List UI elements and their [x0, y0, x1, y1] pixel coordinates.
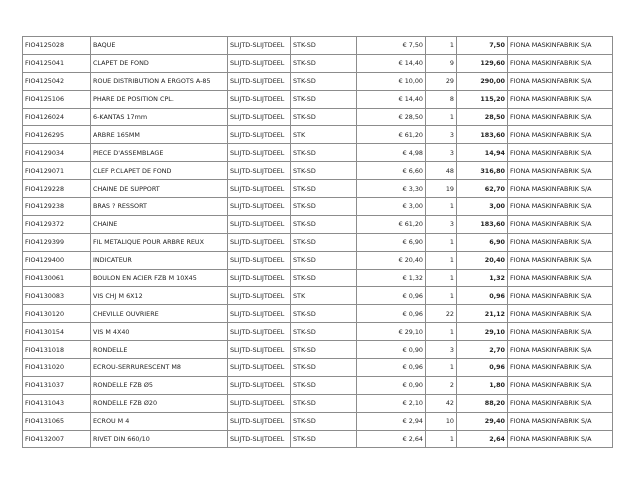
description-cell: 6-KANTAS 17mm: [91, 108, 228, 126]
description-cell: ARBRE 165MM: [91, 126, 228, 144]
supplier-cell: FIONA MASKINFABRIK S/A: [508, 126, 613, 144]
supplier-cell: FIONA MASKINFABRIK S/A: [508, 144, 613, 162]
line-total-cell: 20,40: [457, 251, 508, 269]
quantity-cell: 3: [426, 126, 457, 144]
quantity-cell: 1: [426, 359, 457, 377]
category-cell: SLIJTD-SLIJTDEEL: [228, 54, 291, 72]
item-code-cell: FIO4130083: [23, 287, 91, 305]
unit-cell: STK-SD: [291, 72, 357, 90]
item-code-cell: FIO4131018: [23, 341, 91, 359]
unit-cell: STK: [291, 287, 357, 305]
description-cell: RIVET DIN 660/10: [91, 430, 228, 448]
table-body: [23, 37, 613, 448]
item-code-cell: FIO4125028: [23, 37, 91, 55]
item-code-cell: FIO4130061: [23, 269, 91, 287]
category-cell: SLIJTD-SLIJTDEEL: [228, 287, 291, 305]
supplier-cell: FIONA MASKINFABRIK S/A: [508, 394, 613, 412]
table-row: [23, 126, 613, 144]
unit-price-cell: € 10,00: [357, 72, 426, 90]
item-code-cell: FIO4130120: [23, 305, 91, 323]
table-row: [23, 233, 613, 251]
item-code-cell: FIO4125041: [23, 54, 91, 72]
item-code-cell: FIO4129228: [23, 180, 91, 198]
unit-price-cell: € 0,90: [357, 376, 426, 394]
item-code-cell: FIO4129034: [23, 144, 91, 162]
supplier-cell: FIONA MASKINFABRIK S/A: [508, 251, 613, 269]
category-cell: SLIJTD-SLIJTDEEL: [228, 90, 291, 108]
item-code-cell: FIO4131065: [23, 412, 91, 430]
line-total-cell: 29,40: [457, 412, 508, 430]
supplier-cell: FIONA MASKINFABRIK S/A: [508, 323, 613, 341]
quantity-cell: 1: [426, 251, 457, 269]
description-cell: RONDELLE: [91, 341, 228, 359]
quantity-cell: 3: [426, 215, 457, 233]
table-row: [23, 54, 613, 72]
unit-cell: STK-SD: [291, 269, 357, 287]
description-cell: PIECE D'ASSEMBLAGE: [91, 144, 228, 162]
unit-price-cell: € 7,50: [357, 37, 426, 55]
supplier-cell: FIONA MASKINFABRIK S/A: [508, 287, 613, 305]
item-code-cell: FIO4131037: [23, 376, 91, 394]
table-row: [23, 394, 613, 412]
table-row: [23, 269, 613, 287]
unit-price-cell: € 6,60: [357, 162, 426, 180]
item-code-cell: FIO4129400: [23, 251, 91, 269]
unit-price-cell: € 0,90: [357, 341, 426, 359]
line-total-cell: 115,20: [457, 90, 508, 108]
unit-price-cell: € 28,50: [357, 108, 426, 126]
line-total-cell: 316,80: [457, 162, 508, 180]
unit-cell: STK-SD: [291, 359, 357, 377]
category-cell: SLIJTD-SLIJTDEEL: [228, 412, 291, 430]
supplier-cell: FIONA MASKINFABRIK S/A: [508, 359, 613, 377]
description-cell: RONDELLE FZB Ø5: [91, 376, 228, 394]
unit-price-cell: € 0,96: [357, 305, 426, 323]
supplier-cell: FIONA MASKINFABRIK S/A: [508, 162, 613, 180]
table-row: [23, 287, 613, 305]
item-code-cell: FIO4129399: [23, 233, 91, 251]
table-row: [23, 72, 613, 90]
category-cell: SLIJTD-SLIJTDEEL: [228, 144, 291, 162]
category-cell: SLIJTD-SLIJTDEEL: [228, 430, 291, 448]
description-cell: RONDELLE FZB Ø20: [91, 394, 228, 412]
unit-cell: STK-SD: [291, 54, 357, 72]
line-total-cell: 183,60: [457, 215, 508, 233]
item-code-cell: FIO4126295: [23, 126, 91, 144]
category-cell: SLIJTD-SLIJTDEEL: [228, 233, 291, 251]
category-cell: SLIJTD-SLIJTDEEL: [228, 162, 291, 180]
unit-price-cell: € 14,40: [357, 54, 426, 72]
quantity-cell: 3: [426, 341, 457, 359]
description-cell: BOULON EN ACIER FZB M 10X45: [91, 269, 228, 287]
unit-cell: STK-SD: [291, 430, 357, 448]
category-cell: SLIJTD-SLIJTDEEL: [228, 376, 291, 394]
unit-price-cell: € 2,64: [357, 430, 426, 448]
description-cell: ECROU M 4: [91, 412, 228, 430]
item-code-cell: FIO4129238: [23, 198, 91, 216]
unit-cell: STK-SD: [291, 341, 357, 359]
unit-price-cell: € 1,32: [357, 269, 426, 287]
inventory-table: [22, 36, 613, 448]
category-cell: SLIJTD-SLIJTDEEL: [228, 359, 291, 377]
item-code-cell: FIO4132007: [23, 430, 91, 448]
line-total-cell: 1,32: [457, 269, 508, 287]
table-row: [23, 376, 613, 394]
category-cell: SLIJTD-SLIJTDEEL: [228, 180, 291, 198]
unit-price-cell: € 2,10: [357, 394, 426, 412]
unit-price-cell: € 29,10: [357, 323, 426, 341]
table-row: [23, 359, 613, 377]
item-code-cell: FIO4131020: [23, 359, 91, 377]
description-cell: BRAS ? RESSORT: [91, 198, 228, 216]
supplier-cell: FIONA MASKINFABRIK S/A: [508, 72, 613, 90]
description-cell: PHARE DE POSITION CPL.: [91, 90, 228, 108]
category-cell: SLIJTD-SLIJTDEEL: [228, 108, 291, 126]
quantity-cell: 22: [426, 305, 457, 323]
unit-cell: STK-SD: [291, 90, 357, 108]
line-total-cell: 2,70: [457, 341, 508, 359]
unit-cell: STK-SD: [291, 251, 357, 269]
table-row: [23, 251, 613, 269]
quantity-cell: 42: [426, 394, 457, 412]
line-total-cell: 290,00: [457, 72, 508, 90]
table-row: [23, 305, 613, 323]
unit-price-cell: € 6,90: [357, 233, 426, 251]
category-cell: SLIJTD-SLIJTDEEL: [228, 37, 291, 55]
table-row: [23, 430, 613, 448]
category-cell: SLIJTD-SLIJTDEEL: [228, 72, 291, 90]
table-row: [23, 37, 613, 55]
line-total-cell: 28,50: [457, 108, 508, 126]
unit-price-cell: € 4,98: [357, 144, 426, 162]
unit-cell: STK-SD: [291, 37, 357, 55]
unit-price-cell: € 2,94: [357, 412, 426, 430]
unit-price-cell: € 14,40: [357, 90, 426, 108]
description-cell: FIL METALIQUE POUR ARBRE REUX: [91, 233, 228, 251]
category-cell: SLIJTD-SLIJTDEEL: [228, 251, 291, 269]
quantity-cell: 1: [426, 287, 457, 305]
category-cell: SLIJTD-SLIJTDEEL: [228, 198, 291, 216]
table-row: [23, 198, 613, 216]
unit-cell: STK-SD: [291, 144, 357, 162]
supplier-cell: FIONA MASKINFABRIK S/A: [508, 108, 613, 126]
category-cell: SLIJTD-SLIJTDEEL: [228, 341, 291, 359]
unit-cell: STK: [291, 126, 357, 144]
table-row: [23, 162, 613, 180]
quantity-cell: 3: [426, 144, 457, 162]
supplier-cell: FIONA MASKINFABRIK S/A: [508, 180, 613, 198]
unit-price-cell: € 0,96: [357, 359, 426, 377]
line-total-cell: 88,20: [457, 394, 508, 412]
category-cell: SLIJTD-SLIJTDEEL: [228, 394, 291, 412]
description-cell: INDICATEUR: [91, 251, 228, 269]
unit-price-cell: € 3,30: [357, 180, 426, 198]
item-code-cell: FIO4129372: [23, 215, 91, 233]
description-cell: ECROU-SERRURESCENT M8: [91, 359, 228, 377]
line-total-cell: 2,64: [457, 430, 508, 448]
line-total-cell: 129,60: [457, 54, 508, 72]
unit-cell: STK-SD: [291, 323, 357, 341]
unit-cell: STK-SD: [291, 305, 357, 323]
item-code-cell: FIO4131043: [23, 394, 91, 412]
line-total-cell: 14,94: [457, 144, 508, 162]
table-row: [23, 412, 613, 430]
supplier-cell: FIONA MASKINFABRIK S/A: [508, 37, 613, 55]
supplier-cell: FIONA MASKINFABRIK S/A: [508, 376, 613, 394]
category-cell: SLIJTD-SLIJTDEEL: [228, 323, 291, 341]
unit-cell: STK-SD: [291, 198, 357, 216]
quantity-cell: 9: [426, 54, 457, 72]
unit-price-cell: € 3,00: [357, 198, 426, 216]
category-cell: SLIJTD-SLIJTDEEL: [228, 215, 291, 233]
supplier-cell: FIONA MASKINFABRIK S/A: [508, 269, 613, 287]
quantity-cell: 1: [426, 198, 457, 216]
line-total-cell: 62,70: [457, 180, 508, 198]
supplier-cell: FIONA MASKINFABRIK S/A: [508, 305, 613, 323]
quantity-cell: 1: [426, 233, 457, 251]
supplier-cell: FIONA MASKINFABRIK S/A: [508, 412, 613, 430]
quantity-cell: 48: [426, 162, 457, 180]
line-total-cell: 0,96: [457, 287, 508, 305]
unit-cell: STK-SD: [291, 412, 357, 430]
description-cell: CHAINE: [91, 215, 228, 233]
supplier-cell: FIONA MASKINFABRIK S/A: [508, 198, 613, 216]
table-row: [23, 108, 613, 126]
category-cell: SLIJTD-SLIJTDEEL: [228, 126, 291, 144]
table-row: [23, 90, 613, 108]
item-code-cell: FIO4125042: [23, 72, 91, 90]
quantity-cell: 1: [426, 37, 457, 55]
quantity-cell: 1: [426, 269, 457, 287]
description-cell: CLEF P.CLAPET DE FOND: [91, 162, 228, 180]
quantity-cell: 10: [426, 412, 457, 430]
unit-cell: STK-SD: [291, 108, 357, 126]
quantity-cell: 19: [426, 180, 457, 198]
table-row: [23, 341, 613, 359]
quantity-cell: 8: [426, 90, 457, 108]
unit-price-cell: € 20,40: [357, 251, 426, 269]
unit-cell: STK-SD: [291, 180, 357, 198]
table-row: [23, 144, 613, 162]
quantity-cell: 2: [426, 376, 457, 394]
line-total-cell: 29,10: [457, 323, 508, 341]
unit-cell: STK-SD: [291, 233, 357, 251]
line-total-cell: 183,60: [457, 126, 508, 144]
description-cell: CHAINE DE SUPPORT: [91, 180, 228, 198]
item-code-cell: FIO4125106: [23, 90, 91, 108]
line-total-cell: 3,00: [457, 198, 508, 216]
quantity-cell: 29: [426, 72, 457, 90]
quantity-cell: 1: [426, 430, 457, 448]
category-cell: SLIJTD-SLIJTDEEL: [228, 269, 291, 287]
item-code-cell: FIO4129071: [23, 162, 91, 180]
description-cell: CLAPET DE FOND: [91, 54, 228, 72]
quantity-cell: 1: [426, 323, 457, 341]
unit-price-cell: € 0,96: [357, 287, 426, 305]
supplier-cell: FIONA MASKINFABRIK S/A: [508, 341, 613, 359]
unit-cell: STK-SD: [291, 376, 357, 394]
item-code-cell: FIO4130154: [23, 323, 91, 341]
table-row: [23, 323, 613, 341]
supplier-cell: FIONA MASKINFABRIK S/A: [508, 90, 613, 108]
table-row: [23, 215, 613, 233]
table-row: [23, 180, 613, 198]
supplier-cell: FIONA MASKINFABRIK S/A: [508, 430, 613, 448]
supplier-cell: FIONA MASKINFABRIK S/A: [508, 54, 613, 72]
unit-price-cell: € 61,20: [357, 126, 426, 144]
description-cell: VIS M 4X40: [91, 323, 228, 341]
description-cell: BAQUE: [91, 37, 228, 55]
supplier-cell: FIONA MASKINFABRIK S/A: [508, 233, 613, 251]
line-total-cell: 0,96: [457, 359, 508, 377]
description-cell: CHEVILLE OUVRIERE: [91, 305, 228, 323]
supplier-cell: FIONA MASKINFABRIK S/A: [508, 215, 613, 233]
item-code-cell: FIO4126024: [23, 108, 91, 126]
description-cell: VIS CHJ M 6X12: [91, 287, 228, 305]
unit-cell: STK-SD: [291, 394, 357, 412]
category-cell: SLIJTD-SLIJTDEEL: [228, 305, 291, 323]
description-cell: ROUE DISTRIBUTION A ERGOTS A-85: [91, 72, 228, 90]
line-total-cell: 21,12: [457, 305, 508, 323]
line-total-cell: 7,50: [457, 37, 508, 55]
line-total-cell: 6,90: [457, 233, 508, 251]
unit-price-cell: € 61,20: [357, 215, 426, 233]
unit-cell: STK-SD: [291, 162, 357, 180]
line-total-cell: 1,80: [457, 376, 508, 394]
quantity-cell: 1: [426, 108, 457, 126]
unit-cell: STK-SD: [291, 215, 357, 233]
